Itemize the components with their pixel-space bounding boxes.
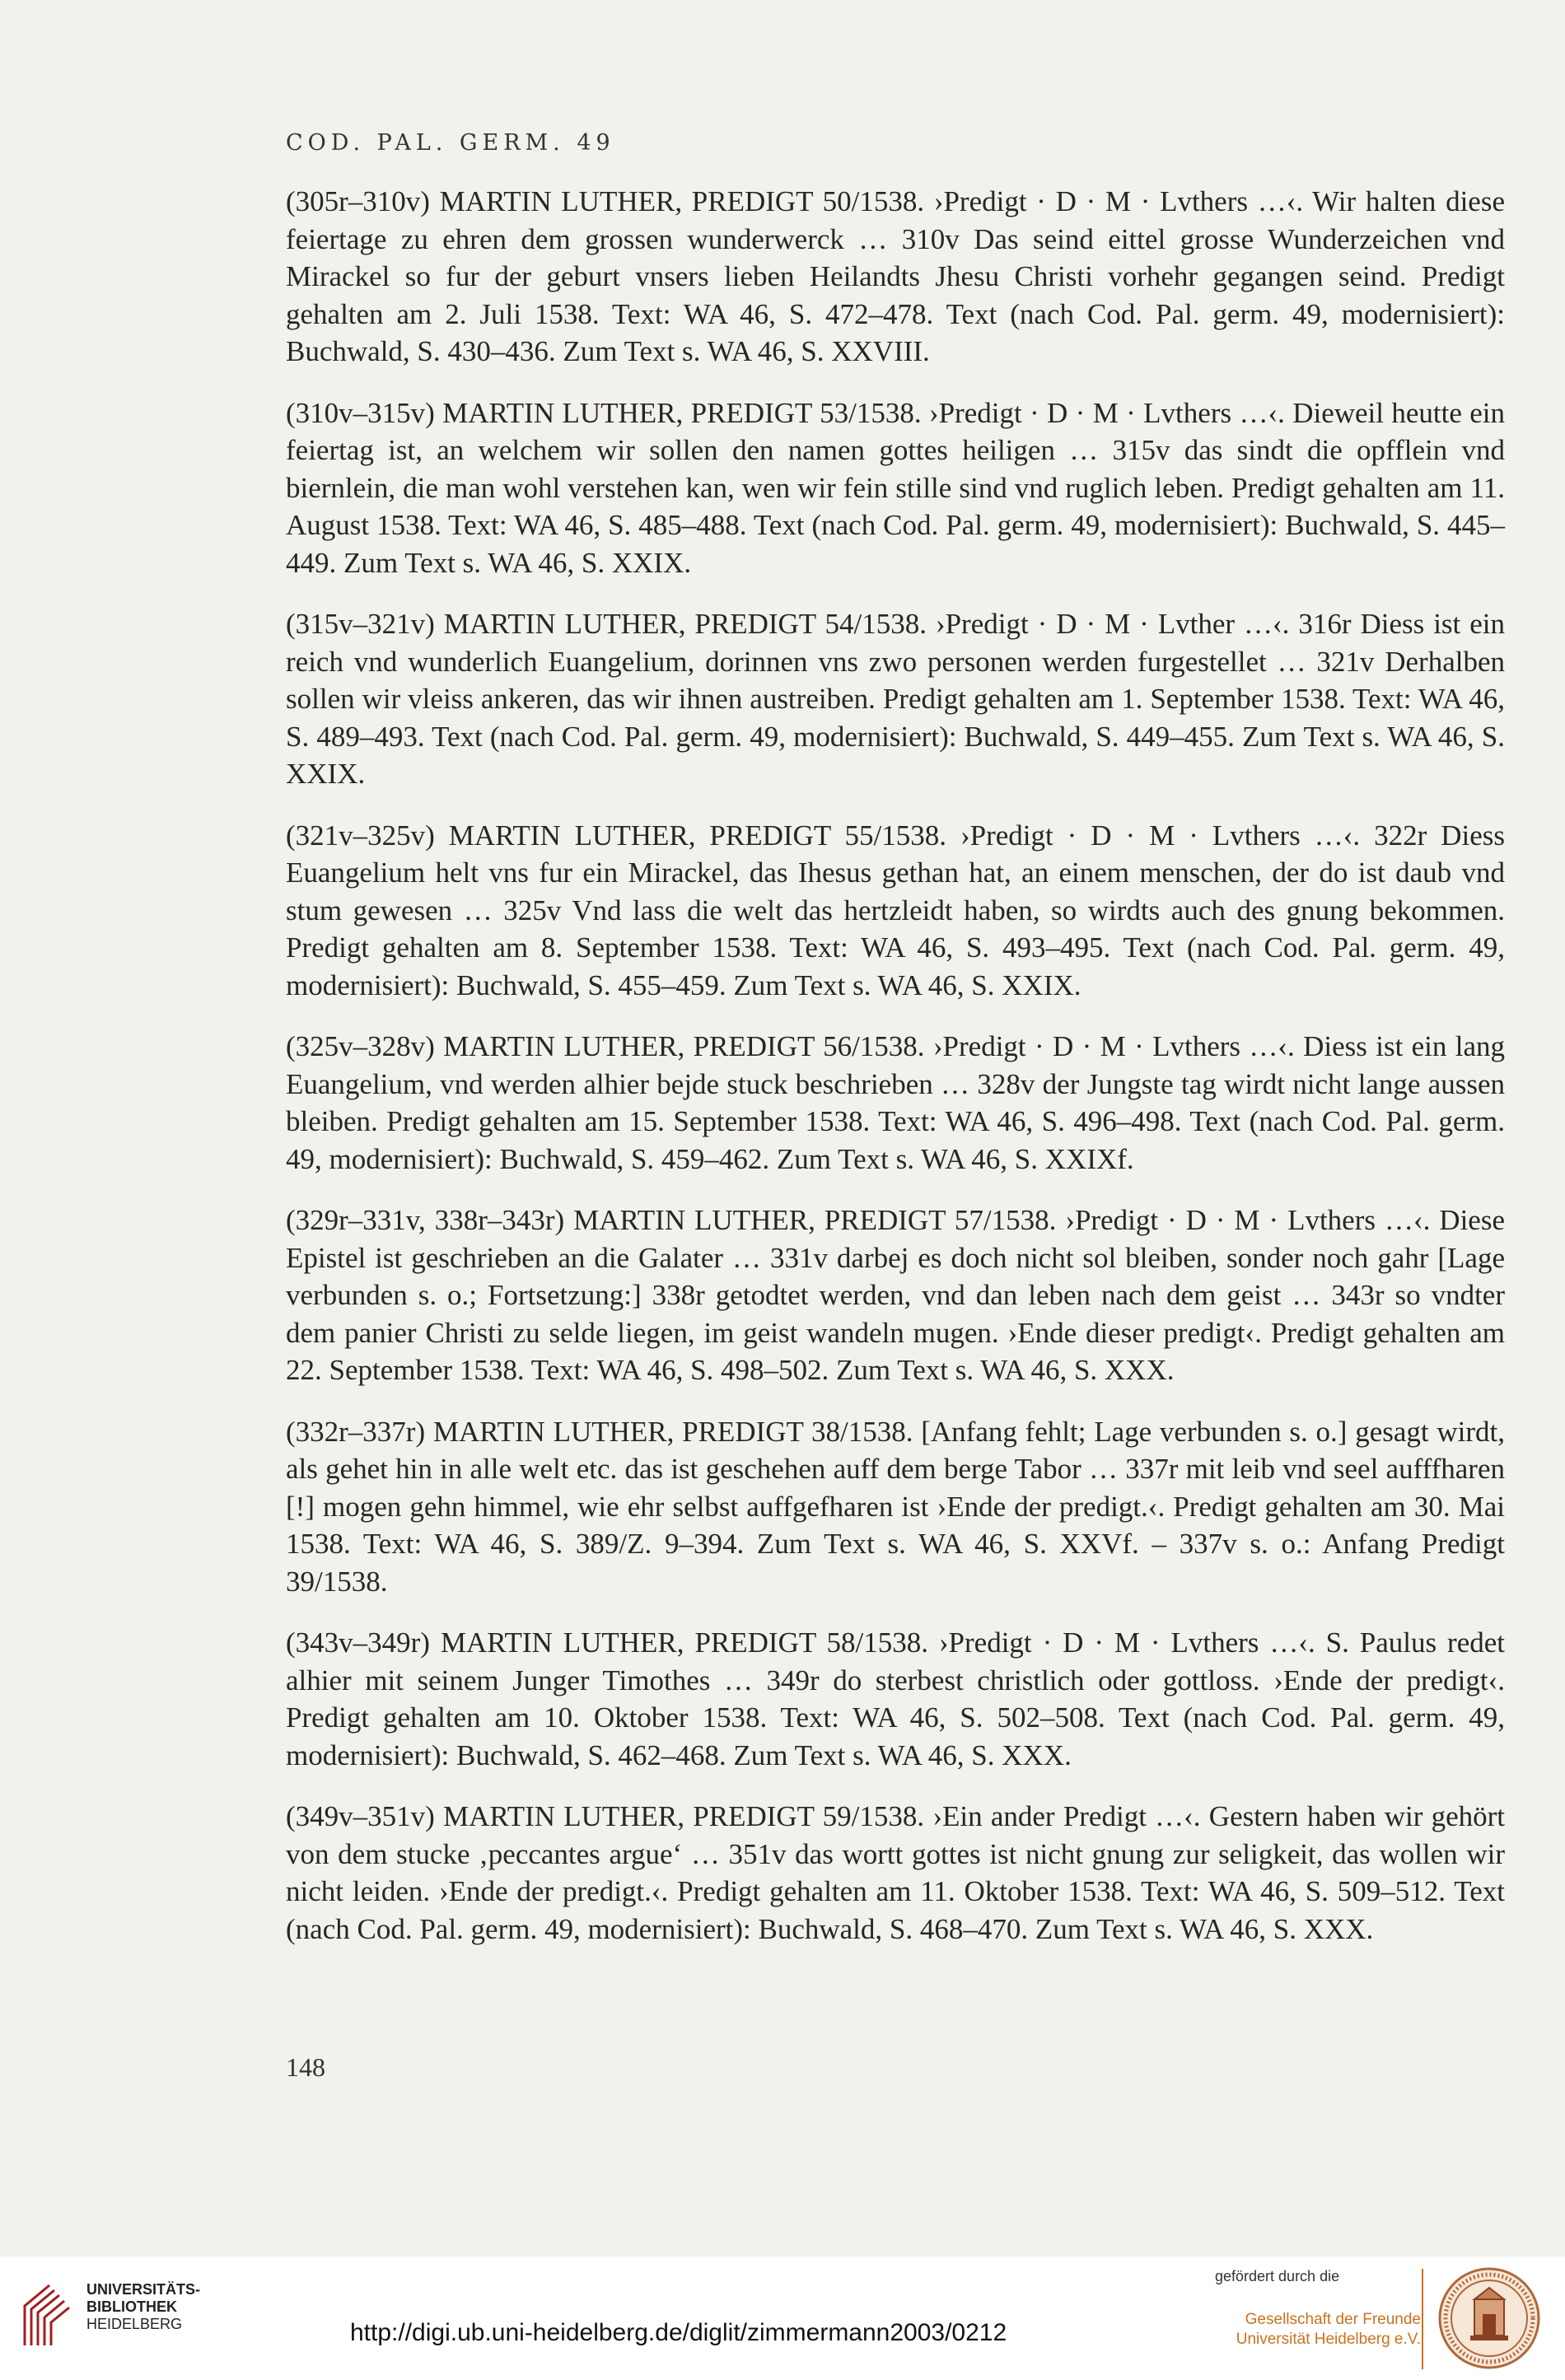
university-seal-icon[interactable]: [1437, 2266, 1541, 2374]
catalog-entries: [286, 183, 1505, 1972]
footer-divider: [1422, 2269, 1423, 2369]
catalog-entry: [286, 1798, 1505, 1948]
library-line-2: BIBLIOTHEK: [86, 2298, 177, 2315]
footer-bar: [0, 2256, 1565, 2380]
catalog-entry: [286, 1624, 1505, 1774]
entry-text: (329r–331v, 338r–343r) MARTIN LUTHER, PREDIGT 57/1538. ›Predigt · D · M · Lvthers …‹. Diese Epistel ist geschrieben an die Galater … 331v darbej es doch nicht sol bleiben, sonder noch gahr [Lage verbunden s. o.; Fortsetzung:] 338r getodtet werden, vnd dan leben nach dem geist … 343r so vndter dem panier Christi zu selde liegen, im geist wandeln mugen. ›Ende dieser predigt‹. Predigt gehalten am 22. September 1538. Text: WA 46, S. 498–502. Zum Text s. WA 46, S. XXX.: [286, 1204, 1505, 1386]
catalog-entry: [286, 1028, 1505, 1178]
entry-text: (332r–337r) MARTIN LUTHER, PREDIGT 38/1538. [Anfang fehlt; Lage verbunden s. o.] gesagt wirdt, als gehet hin in alle welt etc. das ist geschehen auff dem berge Tabor … 337r mit leib vnd seel aufffharen [!] mogen gehn himmel, wie ehr selbst auffgefharen ist ›Ende der predigt.‹. Predigt gehalten am 30. Mai 1538. Text: WA 46, S. 389/Z. 9–394. Zum Text s. WA 46, S. XXVf. – 337v s. o.: Anfang Predigt 39/1538.: [286, 1415, 1505, 1598]
entry-text: (305r–310v) MARTIN LUTHER, PREDIGT 50/1538. ›Predigt · D · M · Lvthers …‹. Wir halten diese feiertage zu ehren dem grossen wunderwerck … 310v Das seind eittel grosse Wunderzeichen vnd Mirackel so fur der geburt vnsers lieben Heilandts Jhesu Christi vorhehr gegangen seind. Predigt gehalten am 2. Juli 1538. Text: WA 46, S. 472–478. Text (nach Cod. Pal. germ. 49, modernisiert): Buchwald, S. 430–436. Zum Text s. WA 46, S. XXVIII.: [286, 185, 1505, 367]
library-line-1: UNIVERSITÄTS-: [86, 2281, 201, 2298]
entry-text: (310v–315v) MARTIN LUTHER, PREDIGT 53/1538. ›Predigt · D · M · Lvthers …‹. Dieweil heutte ein feiertag ist, an welchem wir sollen den namen gottes heiligen … 315v das sindt die opfflein vnd biernlein, die man wohl verstehen kan, wen wir fein stille sind vnd ruglich leben. Predigt gehalten am 11. August 1538. Text: WA 46, S. 485–488. Text (nach Cod. Pal. germ. 49, modernisiert): Buchwald, S. 445–449. Zum Text s. WA 46, S. XXIX.: [286, 396, 1505, 579]
entry-text: (321v–325v) MARTIN LUTHER, PREDIGT 55/1538. ›Predigt · D · M · Lvthers …‹. 322r Diess Euangelium helt vns fur ein Mirackel, das Ihesus gethan hat, an einem menschen, der do ist daub vnd stum gewesen … 325v Vnd lass die welt das hertzleidt haben, so wirdts auch des gnung bekommen. Predigt gehalten am 8. September 1538. Text: WA 46, S. 493–495. Text (nach Cod. Pal. germ. 49, modernisiert): Buchwald, S. 455–459. Zum Text s. WA 46, S. XXIX.: [286, 819, 1505, 1001]
permalink-url[interactable]: http://digi.ub.uni-heidelberg.de/diglit/zimmermann2003/0212: [350, 2319, 1007, 2346]
entry-text: (325v–328v) MARTIN LUTHER, PREDIGT 56/1538. ›Predigt · D · M · Lvthers …‹. Diess ist ein lang Euangelium, vnd werden alhier bejde stuck beschrieben … 328v der Jungste tag wirdt nicht lange aussen bleiben. Predigt gehalten am 15. September 1538. Text: WA 46, S. 496–498. Text (nach Cod. Pal. germ. 49, modernisiert): Buchwald, S. 459–462. Zum Text s. WA 46, S. XXIXf.: [286, 1030, 1505, 1175]
library-name: [86, 2281, 200, 2333]
catalog-entry: [286, 183, 1505, 371]
society-line-2: Universität Heidelberg e.V.: [1236, 2331, 1421, 2348]
catalog-entry: [286, 1202, 1505, 1389]
entry-text: (315v–321v) MARTIN LUTHER, PREDIGT 54/1538. ›Predigt · D · M · Lvther …‹. 316r Diess ist ein reich vnd wunderlich Euangelium, dorinnen vns zwo personen werden furgestellet … 321v Derhalben sollen wir vleiss ankeren, das wir ihnen austreiben. Predigt gehalten am 1. September 1538. Text: WA 46, S. 489–493. Text (nach Cod. Pal. germ. 49, modernisiert): Buchwald, S. 449–455. Zum Text s. WA 46, S. XXIX.: [286, 608, 1505, 790]
catalog-entry: [286, 605, 1505, 793]
page-number: 148: [286, 2052, 325, 2082]
society-line-1: Gesellschaft der Freunde: [1245, 2311, 1421, 2328]
entry-text: (349v–351v) MARTIN LUTHER, PREDIGT 59/1538. ›Ein ander Predigt …‹. Gestern haben wir gehört von dem stucke ‚peccantes argue‘ … 351v das wortt gottes ist nicht gnung zur seligkeit, das wollen wir nicht leiden. ›Ende der predigt.‹. Predigt gehalten am 11. Oktober 1538. Text: WA 46, S. 509–512. Text (nach Cod. Pal. germ. 49, modernisiert): Buchwald, S. 468–470. Zum Text s. WA 46, S. XXX.: [286, 1800, 1505, 1945]
ub-heidelberg-logo-icon[interactable]: [16, 2281, 74, 2351]
running-head: COD. PAL. GERM. 49: [286, 130, 615, 156]
catalog-entry: [286, 1413, 1505, 1601]
society-name: [1174, 2310, 1421, 2350]
entry-text: (343v–349r) MARTIN LUTHER, PREDIGT 58/1538. ›Predigt · D · M · Lvthers …‹. S. Paulus redet alhier mit seinem Junger Timothes … 349r do sterbest christlich oder gottloss. ›Ende der predigt‹. Predigt gehalten am 10. Oktober 1538. Text: WA 46, S. 502–508. Text (nach Cod. Pal. germ. 49, modernisiert): Buchwald, S. 462–468. Zum Text s. WA 46, S. XXX.: [286, 1626, 1505, 1771]
library-line-3: HEIDELBERG: [86, 2316, 183, 2332]
funded-by-label: gefördert durch die: [1215, 2268, 1340, 2284]
catalog-entry: [286, 817, 1505, 1005]
catalog-entry: [286, 394, 1505, 582]
